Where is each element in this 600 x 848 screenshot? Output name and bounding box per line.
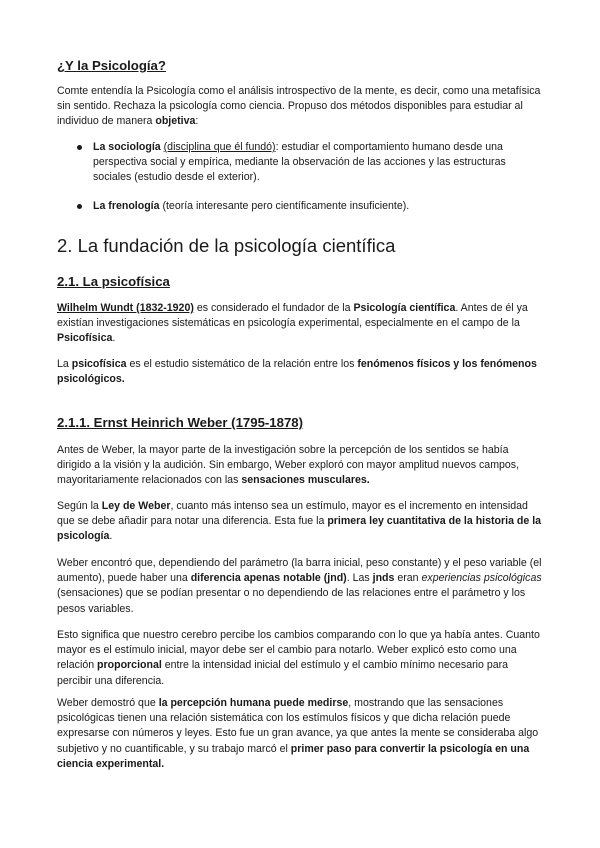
bold-text: Psicofísica	[57, 332, 113, 345]
bold-text: jnds	[372, 572, 395, 585]
paragraph-antes-de-weber	[57, 443, 543, 489]
text: (teoría interesante pero científicamente insuficiente).	[159, 200, 410, 212]
text: entre la intensidad inicial del estímulo y el cambio mínimo necesario para percibir una diferencia.	[57, 659, 509, 687]
bold-text: La frenología	[93, 200, 160, 212]
bold-underlined-text: Wilhelm Wundt (1832-1920)	[57, 302, 194, 314]
text: .	[112, 332, 116, 345]
text: , mostrando que las sensaciones psicológicas tienen una relación sistemática con los estímulos físicos y que dicha relación puede expresarse con números y leyes. Esto fue un gran avance, ya que antes la mente se consideraba algo subjetivo y no cuantificable, y su trabajo marcó el	[57, 697, 539, 755]
list-item-text	[93, 140, 542, 186]
text: Comte entendía la Psicología como el análisis introspectivo de la mente, es decir, como una metafísica sin sentido. Rechaza la psicología como ciencia. Propuso dos métodos disponibles para estudiar al individuo de manera	[57, 85, 541, 128]
bold-text: La sociología	[93, 141, 161, 153]
text: . Antes de él ya existían investigaciones sistemáticas en psicología experimental, especialmente en el campo de la	[57, 302, 528, 330]
bold-text: Ley de Weber	[101, 500, 171, 512]
heading-psicofisica: 2.1. La psicofísica	[57, 274, 170, 289]
bold-text: objetiva	[155, 115, 196, 128]
text: Weber encontró que, dependiendo del parámetro (la barra inicial, peso constante) y el peso variable (el aumento), puede haber una	[57, 557, 542, 585]
text: , cuanto más intenso sea un estímulo, mayor es el incremento en intensidad que se debe añadir para notar una diferencia. Esta fue la	[57, 500, 528, 528]
text: :	[195, 115, 199, 128]
paragraph-comte	[57, 84, 543, 130]
text: Antes de Weber, la mayor parte de la investigación sobre la percepción de los sentidos se había dirigido a la visión y la audición. Sin embargo, Weber exploró con mayor amplitud nuevos campos, mayoritariamente relacionados con las	[57, 444, 520, 487]
text: Weber demostró que	[57, 697, 159, 709]
paragraph-weber-demostro	[57, 696, 543, 772]
bold-text: diferencia apenas notable (jnd)	[190, 572, 347, 585]
heading-weber: 2.1.1. Ernst Heinrich Weber (1795-1878)	[57, 415, 304, 430]
paragraph-ley-de-weber	[57, 499, 543, 545]
heading-y-la-psicologia: ¿Y la Psicología?	[57, 58, 166, 73]
bold-text: primer paso para convertir la psicología en una ciencia experimental.	[57, 742, 530, 770]
section-title-fundacion: 2. La fundación de la psicología científica	[57, 235, 396, 256]
paragraph-cerebro	[57, 628, 543, 689]
bold-text: la percepción humana puede medirse	[158, 697, 349, 709]
italic-text: experiencias psicológicas	[421, 572, 542, 585]
text: es el estudio sistemático de la relación entre los	[126, 358, 358, 370]
text: Esto significa que nuestro cerebro percibe los cambios comparando con lo que ya había antes. Cuanto mayor es el estímulo inicial, mayor debe ser el cambio para notarlo. Weber explicó esto como una relación	[57, 629, 540, 672]
text: es considerado el fundador de la	[193, 302, 354, 314]
paragraph-wundt	[57, 301, 543, 347]
bold-text: primera ley cuantitativa de la historia de la psicología	[57, 515, 542, 543]
bold-text: psicofísica	[71, 358, 127, 370]
paragraph-psicofisica-def	[57, 357, 543, 387]
bold-text: fenómenos físicos y los fenómenos psicológicos.	[57, 358, 537, 386]
bold-text: proporcional	[97, 659, 162, 672]
bold-text: sensaciones musculares.	[241, 474, 370, 487]
text: La	[57, 358, 72, 370]
bold-text: Psicología científica	[353, 302, 456, 314]
list-item-text	[93, 199, 542, 214]
text: : estudiar el comportamiento humano desde una perspectiva social y empírica, mediante la observación de las acciones y las estructuras sociales (estudio desde el exterior).	[93, 141, 506, 184]
paragraph-jnd	[57, 556, 543, 617]
underlined-text: (disciplina que él fundó)	[163, 141, 276, 153]
text: . Las	[346, 572, 373, 585]
text: eran	[394, 572, 422, 585]
text: Según la	[57, 500, 102, 512]
text: (sensaciones) que se podían presentar o no dependiendo de las relaciones entre el parámetro y los pesos variables.	[57, 587, 526, 615]
text: .	[109, 530, 113, 543]
